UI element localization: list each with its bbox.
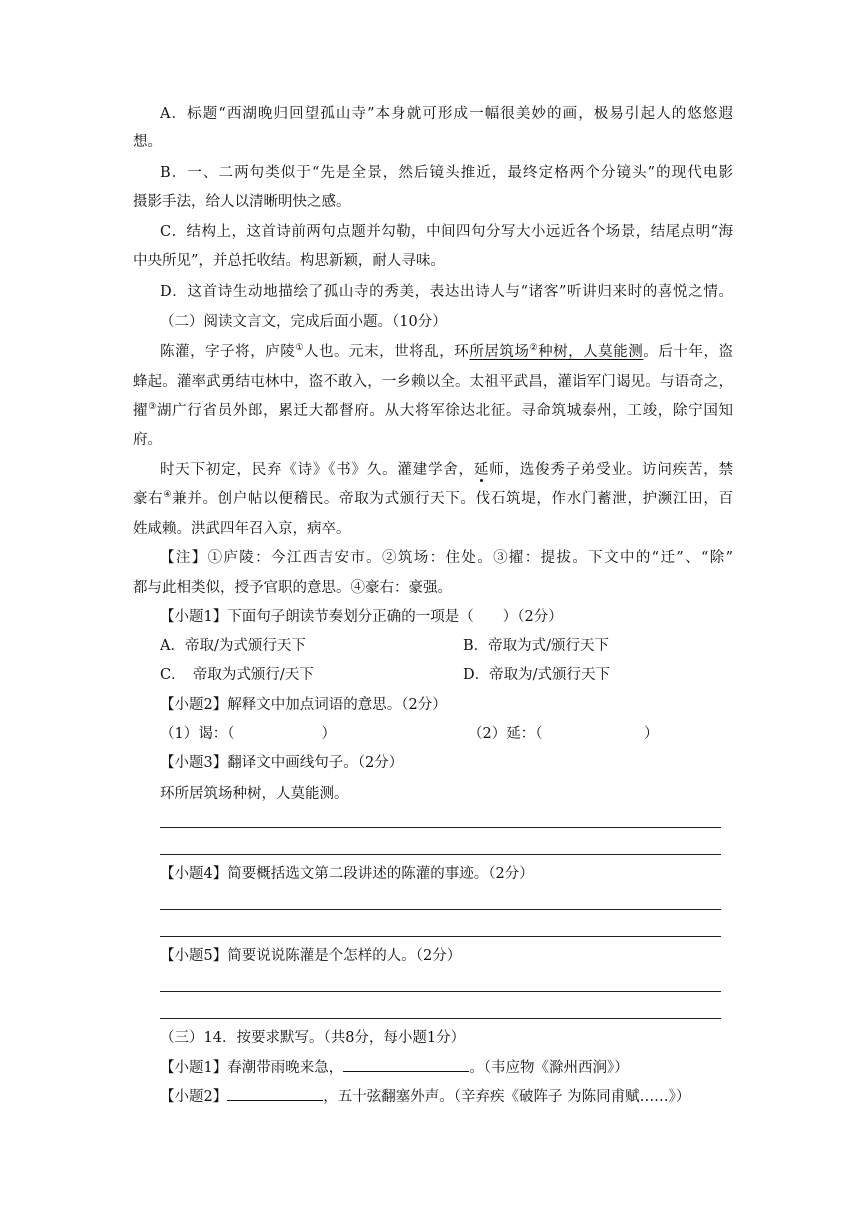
option-a-line1: A．标题“西湖晚归回望孤山寺”本身就可形成一幅很美妙的画，极易引起人的悠悠遐 — [160, 106, 733, 122]
question-3: 【小题3】翻译文中画线句子。（2分） — [160, 755, 404, 771]
passage-p1-line3: 擢③湖广行省员外郎，累迁大都督府。从大将军徐达北征。寻命筑城泰州，工竣，除宁国知 — [133, 402, 734, 419]
notes-line1: 【注】①庐陵：今江西吉安市。②筑场：住处。③擢：提拔。下文中的“迁”、“除” — [160, 550, 733, 566]
option-b-line1: B．一、二两句类似于“先是全景，然后镜头推近，最终定格两个分镜头”的现代电影 — [160, 165, 733, 181]
passage-p2-line1: 时天下初定，民弃《诗》《书》久。灌建学舍，延师，选俊秀子弟受业。访问疾苦，禁 — [160, 462, 734, 478]
answer-line[interactable] — [160, 827, 721, 828]
answer-line[interactable] — [160, 854, 721, 855]
q2-answer-2[interactable]: （2）延：（ ） — [468, 726, 659, 742]
option-a-line2: 想。 — [133, 134, 162, 150]
q1-options-row2 — [160, 665, 733, 685]
question-5: 【小题5】简要说说陈灌是个怎样的人。（2分） — [160, 948, 462, 964]
q2-answers — [160, 724, 733, 744]
answer-line[interactable] — [160, 936, 721, 937]
dotted-word-yan: 延 — [473, 462, 490, 478]
section-three-heading: （三）14．按要求默写。（共8分，每小题1分） — [160, 1030, 466, 1046]
question-1: 【小题1】下面句子朗读节奏划分正确的一项是（ ）（2分） — [160, 609, 563, 625]
option-d-line: D．这首诗生动地描绘了孤山寺的秀美，表达出诗人与“诸客”听讲归来时的喜悦之情。 — [160, 284, 733, 300]
recitation-1: 【小题1】春潮带雨晚来急， 。（韦应物《滁州西涧》） — [160, 1057, 733, 1078]
fill-blank[interactable] — [227, 1086, 323, 1101]
q1-option-d[interactable]: D．帝取为/式颁行天下 — [463, 667, 611, 683]
question-2: 【小题2】解释文中加点词语的意思。（2分） — [160, 697, 447, 713]
recitation-2: 【小题2】 ，五十弦翻塞外声。（辛弃疾《破阵子 为陈同甫赋……》） — [160, 1086, 733, 1107]
fill-blank[interactable] — [343, 1057, 469, 1072]
section-two-heading: （二）阅读文言文，完成后面小题。（10分） — [160, 314, 447, 330]
passage-p2-line3: 姓咸赖。洪武四年召入京，病卒。 — [133, 521, 351, 537]
q3-sentence: 环所居筑场种树，人莫能测。 — [160, 786, 349, 802]
answer-line[interactable] — [160, 991, 721, 992]
q1-option-c[interactable]: C． 帝取为式颁行/天下 — [160, 667, 314, 683]
passage-p1-line1: 陈灌，字子将，庐陵①人也。元末，世将乱，环所居筑场②种树，人莫能测。后十年，盗 — [160, 343, 734, 360]
q2-answer-1[interactable]: （1）谒：（ ） — [160, 726, 336, 742]
option-b-line2: 摄影手法，给人以清晰明快之感。 — [133, 194, 351, 210]
option-c-line1: C．结构上，这首诗前两句点题并勾勒，中间四句分写大小远近各个场景，结尾点明“海 — [160, 224, 733, 240]
answer-line[interactable] — [160, 909, 721, 910]
passage-p1-line4: 府。 — [133, 432, 162, 448]
answer-line[interactable] — [160, 1018, 721, 1019]
q1-option-a[interactable]: A．帝取/为式颁行天下 — [160, 638, 306, 654]
passage-p2-line2: 豪右④兼并。创户帖以便稽民。帝取为式颁行天下。伐石筑堤，作水门蓄泄，护濒江田，百 — [133, 490, 733, 507]
option-c-line2: 中央所见”，并总托收结。构思新颖，耐人寻味。 — [133, 253, 445, 269]
question-4: 【小题4】简要概括选文第二段讲述的陈灌的事迹。（2分） — [160, 866, 534, 882]
passage-p1-line2: 蜂起。灌率武勇结屯林中，盗不敢入，一乡赖以全。太祖平武昌，灌诣军门谒见。与语奇之， — [133, 374, 733, 390]
q1-option-b[interactable]: B．帝取为式/颁行天下 — [463, 638, 610, 654]
q1-options-row1 — [160, 636, 733, 656]
underlined-sentence: 所居筑场②种树，人莫能测 — [469, 343, 644, 360]
notes-line2: 都与此相类似，授予官职的意思。④豪右：豪强。 — [133, 580, 452, 596]
